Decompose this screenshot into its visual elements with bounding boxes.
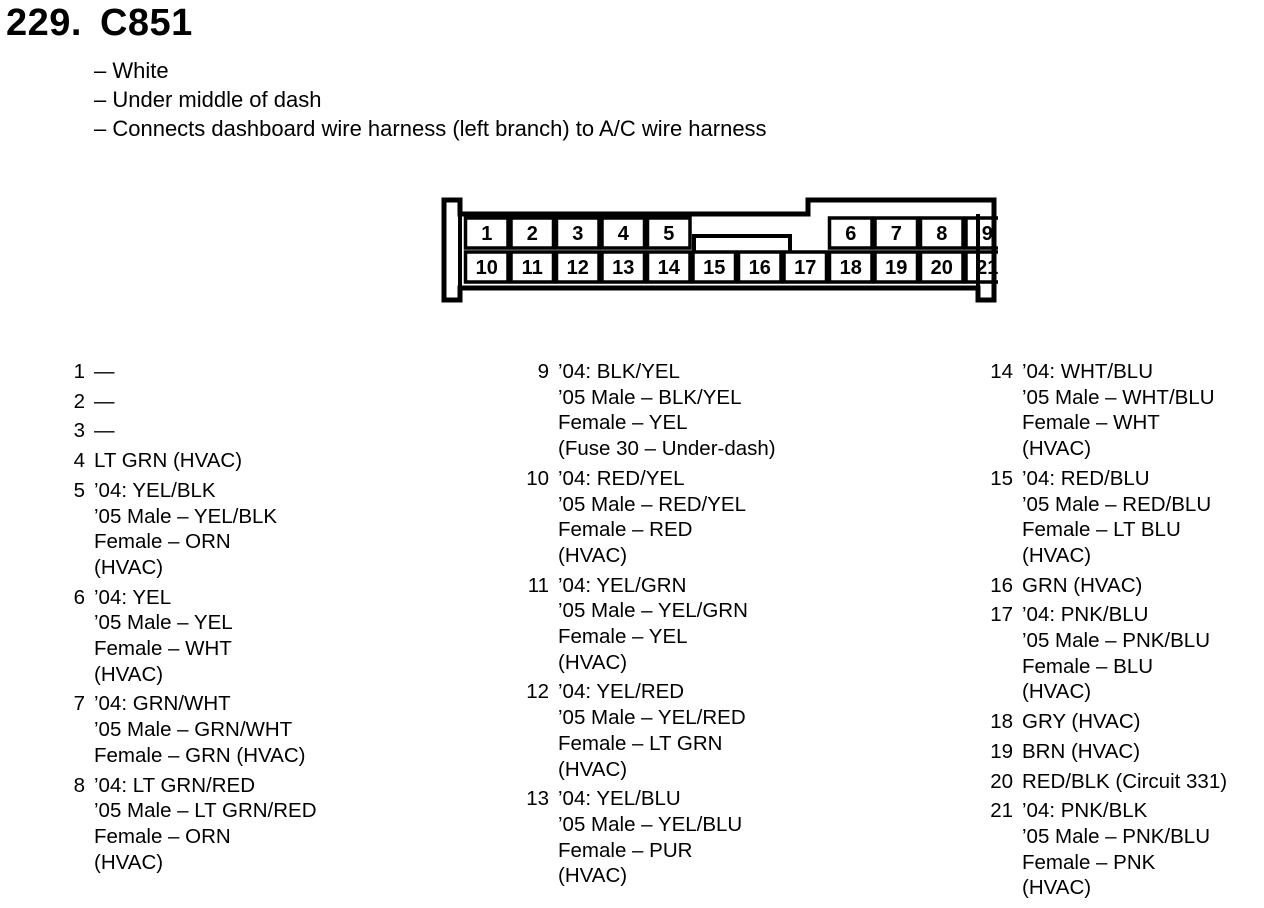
note-location: – Under middle of dash bbox=[94, 87, 322, 112]
pin-number: 20 bbox=[990, 769, 1013, 793]
pin-description bbox=[1022, 769, 1227, 795]
pin-description-line: Female – ORN bbox=[94, 824, 231, 848]
pin-description-line: (HVAC) bbox=[1022, 543, 1092, 567]
pin-number: 13 bbox=[526, 787, 549, 811]
pin-description-line: Female – YEL bbox=[558, 411, 688, 435]
pin-number: 21 bbox=[990, 799, 1013, 823]
pin-description-line: (HVAC) bbox=[558, 650, 628, 674]
pin-description-line: ’05 Male – YEL/GRN bbox=[558, 599, 748, 623]
pin-label: 11 bbox=[521, 257, 543, 279]
pin-description-line: (HVAC) bbox=[1022, 680, 1092, 704]
pin-description-line: ’05 Male – RED/BLU bbox=[1022, 492, 1212, 516]
connector-code: C851 bbox=[99, 2, 193, 44]
pin-description-line: — bbox=[94, 360, 115, 383]
pin-entry bbox=[50, 389, 317, 415]
pin-description-line: ’04: LT GRN/RED bbox=[94, 773, 256, 797]
pin-description-line: ’05 Male – GRN/WHT bbox=[94, 718, 293, 742]
pin-entry bbox=[978, 359, 1227, 462]
pin-description-line: GRN (HVAC) bbox=[1022, 573, 1143, 597]
pin-description-line: (Fuse 30 – Under-dash) bbox=[558, 437, 776, 461]
pin-description-line: GRY (HVAC) bbox=[1022, 710, 1141, 734]
pin-description-line: Female – WHT bbox=[94, 637, 232, 661]
pin-description bbox=[1022, 573, 1142, 599]
pin-number: 14 bbox=[990, 360, 1013, 383]
pin-description-line: ’04: PNK/BLU bbox=[1022, 603, 1149, 627]
pin-description bbox=[558, 573, 748, 676]
pin-label: 19 bbox=[885, 257, 908, 279]
pin-label: 14 bbox=[657, 257, 680, 279]
pin-description-line: Female – WHT bbox=[1022, 411, 1160, 435]
pin-entry bbox=[50, 418, 317, 444]
pin-description-line: ’04: PNK/BLK bbox=[1022, 799, 1148, 823]
pin-description-line: Female – PNK bbox=[1022, 850, 1156, 874]
pin-description-line: BRN (HVAC) bbox=[1022, 739, 1141, 763]
pin-description-line: ’04: YEL bbox=[94, 585, 172, 609]
pin-number: 18 bbox=[990, 710, 1013, 734]
pin-description bbox=[94, 359, 115, 385]
pin-description bbox=[1022, 602, 1210, 705]
pin-description-line: (HVAC) bbox=[94, 555, 164, 579]
pin-description-line: Female – BLU bbox=[1022, 654, 1154, 678]
pin-description-line: Female – RED bbox=[558, 518, 693, 542]
pin-description-line: ’05 Male – RED/YEL bbox=[558, 492, 747, 516]
pin-entry bbox=[514, 466, 776, 569]
connector-title bbox=[6, 2, 193, 45]
pin-description-line: ’04: YEL/BLK bbox=[94, 478, 216, 502]
pin-description-line: ’04: GRN/WHT bbox=[94, 692, 231, 716]
connector-housing bbox=[444, 200, 994, 300]
pin-column-2 bbox=[514, 359, 776, 893]
pin-description bbox=[1022, 709, 1140, 735]
pin-number: 11 bbox=[527, 573, 549, 597]
pin-entry bbox=[978, 573, 1227, 599]
pin-description-line: (HVAC) bbox=[558, 864, 628, 888]
pin-label: 3 bbox=[572, 223, 584, 245]
pin-description-line: RED/BLK (Circuit 331) bbox=[1022, 769, 1228, 793]
pin-number: 15 bbox=[990, 466, 1013, 490]
pin-label: 16 bbox=[748, 257, 771, 279]
pin-description bbox=[94, 418, 115, 444]
pin-description-line: (HVAC) bbox=[1022, 437, 1092, 461]
pin-label: 20 bbox=[930, 257, 953, 279]
pin-column-1 bbox=[50, 359, 317, 879]
pin-description-line: ’05 Male – YEL/RED bbox=[558, 706, 746, 730]
pin-number: 5 bbox=[73, 478, 85, 502]
pin-entry bbox=[978, 466, 1227, 569]
pin-description bbox=[1022, 739, 1140, 765]
note-connects: – Connects dashboard wire harness (left branch) to A/C wire harness bbox=[94, 116, 767, 141]
pin-description-line: ’04: YEL/BLU bbox=[558, 787, 681, 811]
pin-description-line: Female – ORN bbox=[94, 530, 231, 554]
pin-label: 7 bbox=[890, 223, 902, 245]
pin-label: 18 bbox=[839, 257, 862, 279]
pin-description bbox=[94, 448, 242, 474]
pin-label: 1 bbox=[481, 223, 493, 245]
pin-description-line: ’04: BLK/YEL bbox=[558, 360, 680, 383]
pin-number: 19 bbox=[990, 739, 1013, 763]
connector-diagram bbox=[438, 196, 998, 306]
pin-label: 4 bbox=[617, 223, 629, 245]
pin-label: 6 bbox=[845, 223, 857, 245]
pin-description-line: ’05 Male – WHT/BLU bbox=[1022, 385, 1215, 409]
pin-description bbox=[94, 389, 115, 415]
connector-key-notch bbox=[694, 236, 790, 252]
pin-description bbox=[94, 691, 306, 768]
pin-number: 6 bbox=[73, 585, 85, 609]
pin-number: 7 bbox=[73, 692, 85, 716]
pin-entry bbox=[514, 786, 776, 889]
pin-description-line: Female – LT GRN bbox=[558, 731, 723, 755]
pin-description bbox=[94, 773, 317, 876]
pin-entry bbox=[50, 691, 317, 768]
pin-label: 13 bbox=[612, 257, 635, 279]
pin-entry bbox=[978, 798, 1227, 901]
pin-description bbox=[1022, 359, 1215, 462]
pin-entry bbox=[50, 773, 317, 876]
pin-entry bbox=[978, 769, 1227, 795]
pin-description-line: (HVAC) bbox=[1022, 876, 1092, 900]
pin-description-line: ’05 Male – YEL bbox=[94, 611, 233, 635]
pin-label: 12 bbox=[566, 257, 589, 279]
pin-entry bbox=[50, 585, 317, 688]
connector-number: 229. bbox=[6, 2, 82, 44]
pin-description bbox=[558, 679, 746, 782]
pin-description-line: — bbox=[94, 389, 115, 413]
pin-number: 2 bbox=[73, 389, 85, 413]
pin-description bbox=[94, 585, 233, 688]
pin-description-line: ’04: RED/BLU bbox=[1022, 466, 1150, 490]
pin-entry bbox=[514, 359, 776, 462]
pin-entry bbox=[514, 679, 776, 782]
pin-number: 17 bbox=[990, 603, 1013, 627]
pin-description-line: (HVAC) bbox=[94, 850, 164, 874]
pin-description-line: ’04: YEL/GRN bbox=[558, 573, 687, 597]
pin-label: 17 bbox=[794, 257, 817, 279]
pin-number: 9 bbox=[537, 360, 549, 383]
pin-description-line: Female – LT BLU bbox=[1022, 518, 1181, 542]
pin-description bbox=[558, 466, 746, 569]
pin-grid bbox=[466, 218, 999, 282]
pin-description-line: Female – PUR bbox=[558, 838, 693, 862]
pin-description-line: Female – YEL bbox=[558, 625, 688, 649]
pin-number: 10 bbox=[526, 466, 549, 490]
pin-label: 8 bbox=[936, 223, 948, 245]
pin-entry bbox=[50, 478, 317, 581]
connector-notes bbox=[94, 56, 767, 143]
pin-description-line: ’05 Male – PNK/BLU bbox=[1022, 824, 1211, 848]
pin-label: 9 bbox=[981, 223, 993, 245]
pin-description-line: ’05 Male – PNK/BLU bbox=[1022, 629, 1211, 653]
pin-number: 16 bbox=[990, 573, 1013, 597]
pin-description-line: Female – GRN (HVAC) bbox=[94, 743, 306, 767]
pin-number: 1 bbox=[73, 360, 85, 383]
pin-description bbox=[558, 359, 776, 462]
pin-label: 21 bbox=[976, 257, 998, 279]
pin-description-line: ’04: RED/YEL bbox=[558, 466, 685, 490]
pin-number: 3 bbox=[73, 419, 85, 443]
pin-description-line: ’04: WHT/BLU bbox=[1022, 360, 1153, 383]
pin-description-line: ’05 Male – LT GRN/RED bbox=[94, 799, 317, 823]
pin-description-line: (HVAC) bbox=[558, 543, 628, 567]
pin-description-line: — bbox=[94, 419, 115, 443]
pin-number: 4 bbox=[73, 449, 85, 473]
pin-label: 5 bbox=[663, 223, 675, 245]
pin-description bbox=[94, 478, 277, 581]
pin-description-line: ’05 Male – YEL/BLK bbox=[94, 504, 278, 528]
pin-description bbox=[1022, 798, 1210, 901]
pin-entry bbox=[50, 448, 317, 474]
pin-description-line: ’05 Male – YEL/BLU bbox=[558, 812, 743, 836]
pin-description-line: ’05 Male – BLK/YEL bbox=[558, 385, 742, 409]
note-color: – White bbox=[94, 58, 169, 83]
pin-description-line: (HVAC) bbox=[558, 757, 628, 781]
pin-column-3 bbox=[978, 359, 1227, 905]
pin-description bbox=[558, 786, 742, 889]
pin-number: 12 bbox=[526, 680, 549, 704]
pin-entry bbox=[978, 602, 1227, 705]
pin-label: 15 bbox=[703, 257, 726, 279]
pin-entry bbox=[514, 573, 776, 676]
pin-entry bbox=[978, 709, 1227, 735]
pin-description-line: LT GRN (HVAC) bbox=[94, 449, 243, 473]
pin-label: 2 bbox=[526, 223, 538, 245]
pin-entry bbox=[50, 359, 317, 385]
pin-description bbox=[1022, 466, 1211, 569]
pin-entry bbox=[978, 739, 1227, 765]
pin-description-line: (HVAC) bbox=[94, 662, 164, 686]
pin-number: 8 bbox=[73, 773, 85, 797]
pin-description-line: ’04: YEL/RED bbox=[558, 680, 685, 704]
pin-label: 10 bbox=[475, 257, 498, 279]
